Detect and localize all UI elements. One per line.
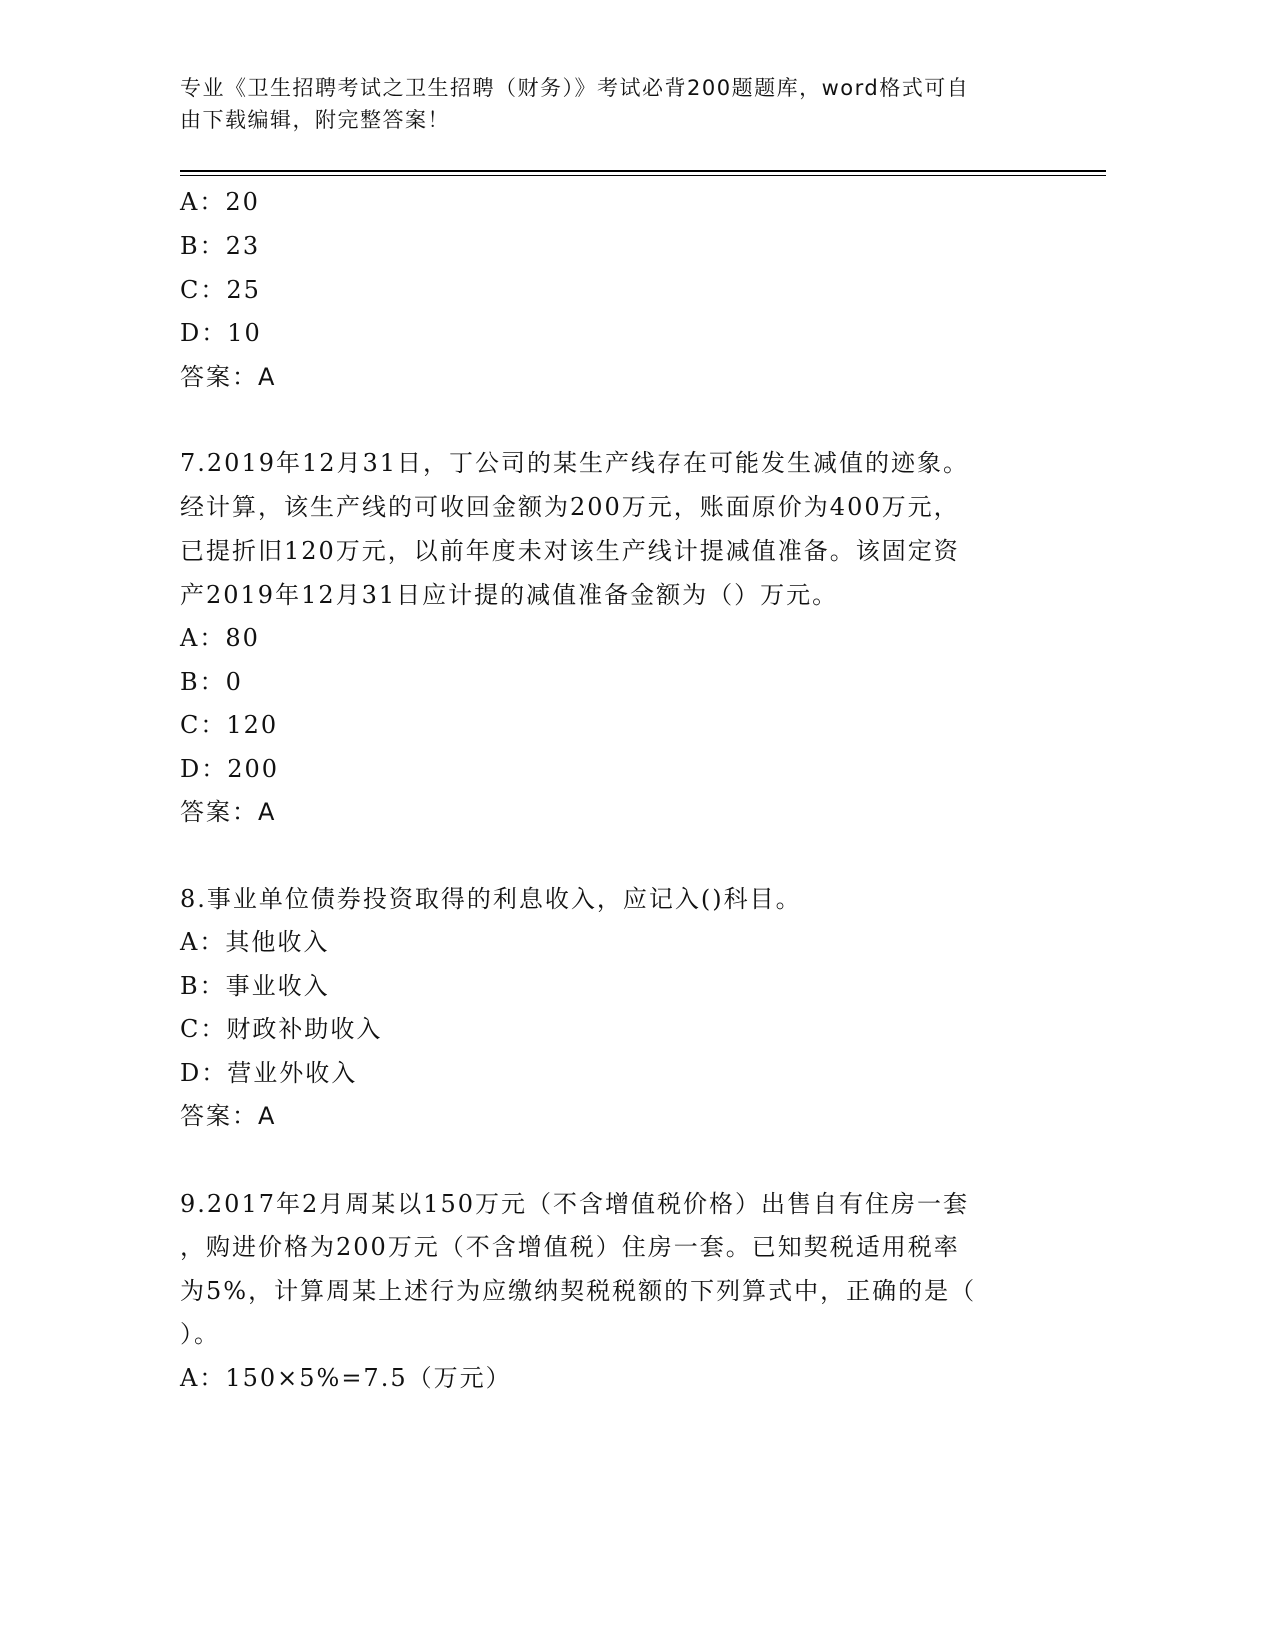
question-text: 产2019年12月31日应计提的减值准备金额为（）万元。	[180, 581, 839, 609]
option-d: D：营业外收入	[180, 1059, 358, 1087]
header-line: 由下载编辑，附完整答案！	[180, 108, 450, 132]
question-text: ，购进价格为200万元（不含增值税）住房一套。已知契税适用税率	[180, 1233, 960, 1261]
question-text: 已提折旧120万元，以前年度未对该生产线计提减值准备。该固定资	[180, 537, 960, 565]
option-c: C：25	[180, 276, 261, 304]
option-a: A：150×5%=7.5（万元）	[180, 1364, 512, 1392]
answer: 答案：A	[180, 1102, 277, 1130]
option-c: C：财政补助收入	[180, 1015, 383, 1043]
option-a: A：其他收入	[180, 928, 330, 956]
answer: 答案：A	[180, 363, 277, 391]
question-text: 8.事业单位债券投资取得的利息收入，应记入()科目。	[180, 885, 802, 913]
option-b: B：0	[180, 668, 243, 696]
option-b: B：23	[180, 232, 261, 260]
option-d: D：10	[180, 319, 262, 347]
answer: 答案：A	[180, 798, 277, 826]
question-text: 经计算，该生产线的可收回金额为200万元，账面原价为400万元，	[180, 493, 960, 521]
option-a: A：80	[180, 624, 260, 652]
question-text: ）。	[180, 1320, 220, 1348]
header-line: 专业《卫生招聘考试之卫生招聘（财务）》考试必背200题题库，word格式可自	[180, 76, 970, 100]
question-text: 9.2017年2月周某以150万元（不含增值税价格）出售自有住房一套	[180, 1190, 970, 1218]
question-text: 为5%，计算周某上述行为应缴纳契税税额的下列算式中，正确的是（	[180, 1277, 977, 1305]
question-text: 7.2019年12月31日，丁公司的某生产线存在可能发生减值的迹象。	[180, 449, 970, 477]
option-b: B：事业收入	[180, 972, 330, 1000]
header-divider	[180, 170, 1106, 172]
option-a: A：20	[180, 188, 260, 216]
header-divider	[180, 175, 1106, 176]
option-c: C：120	[180, 711, 279, 739]
option-d: D：200	[180, 755, 280, 783]
